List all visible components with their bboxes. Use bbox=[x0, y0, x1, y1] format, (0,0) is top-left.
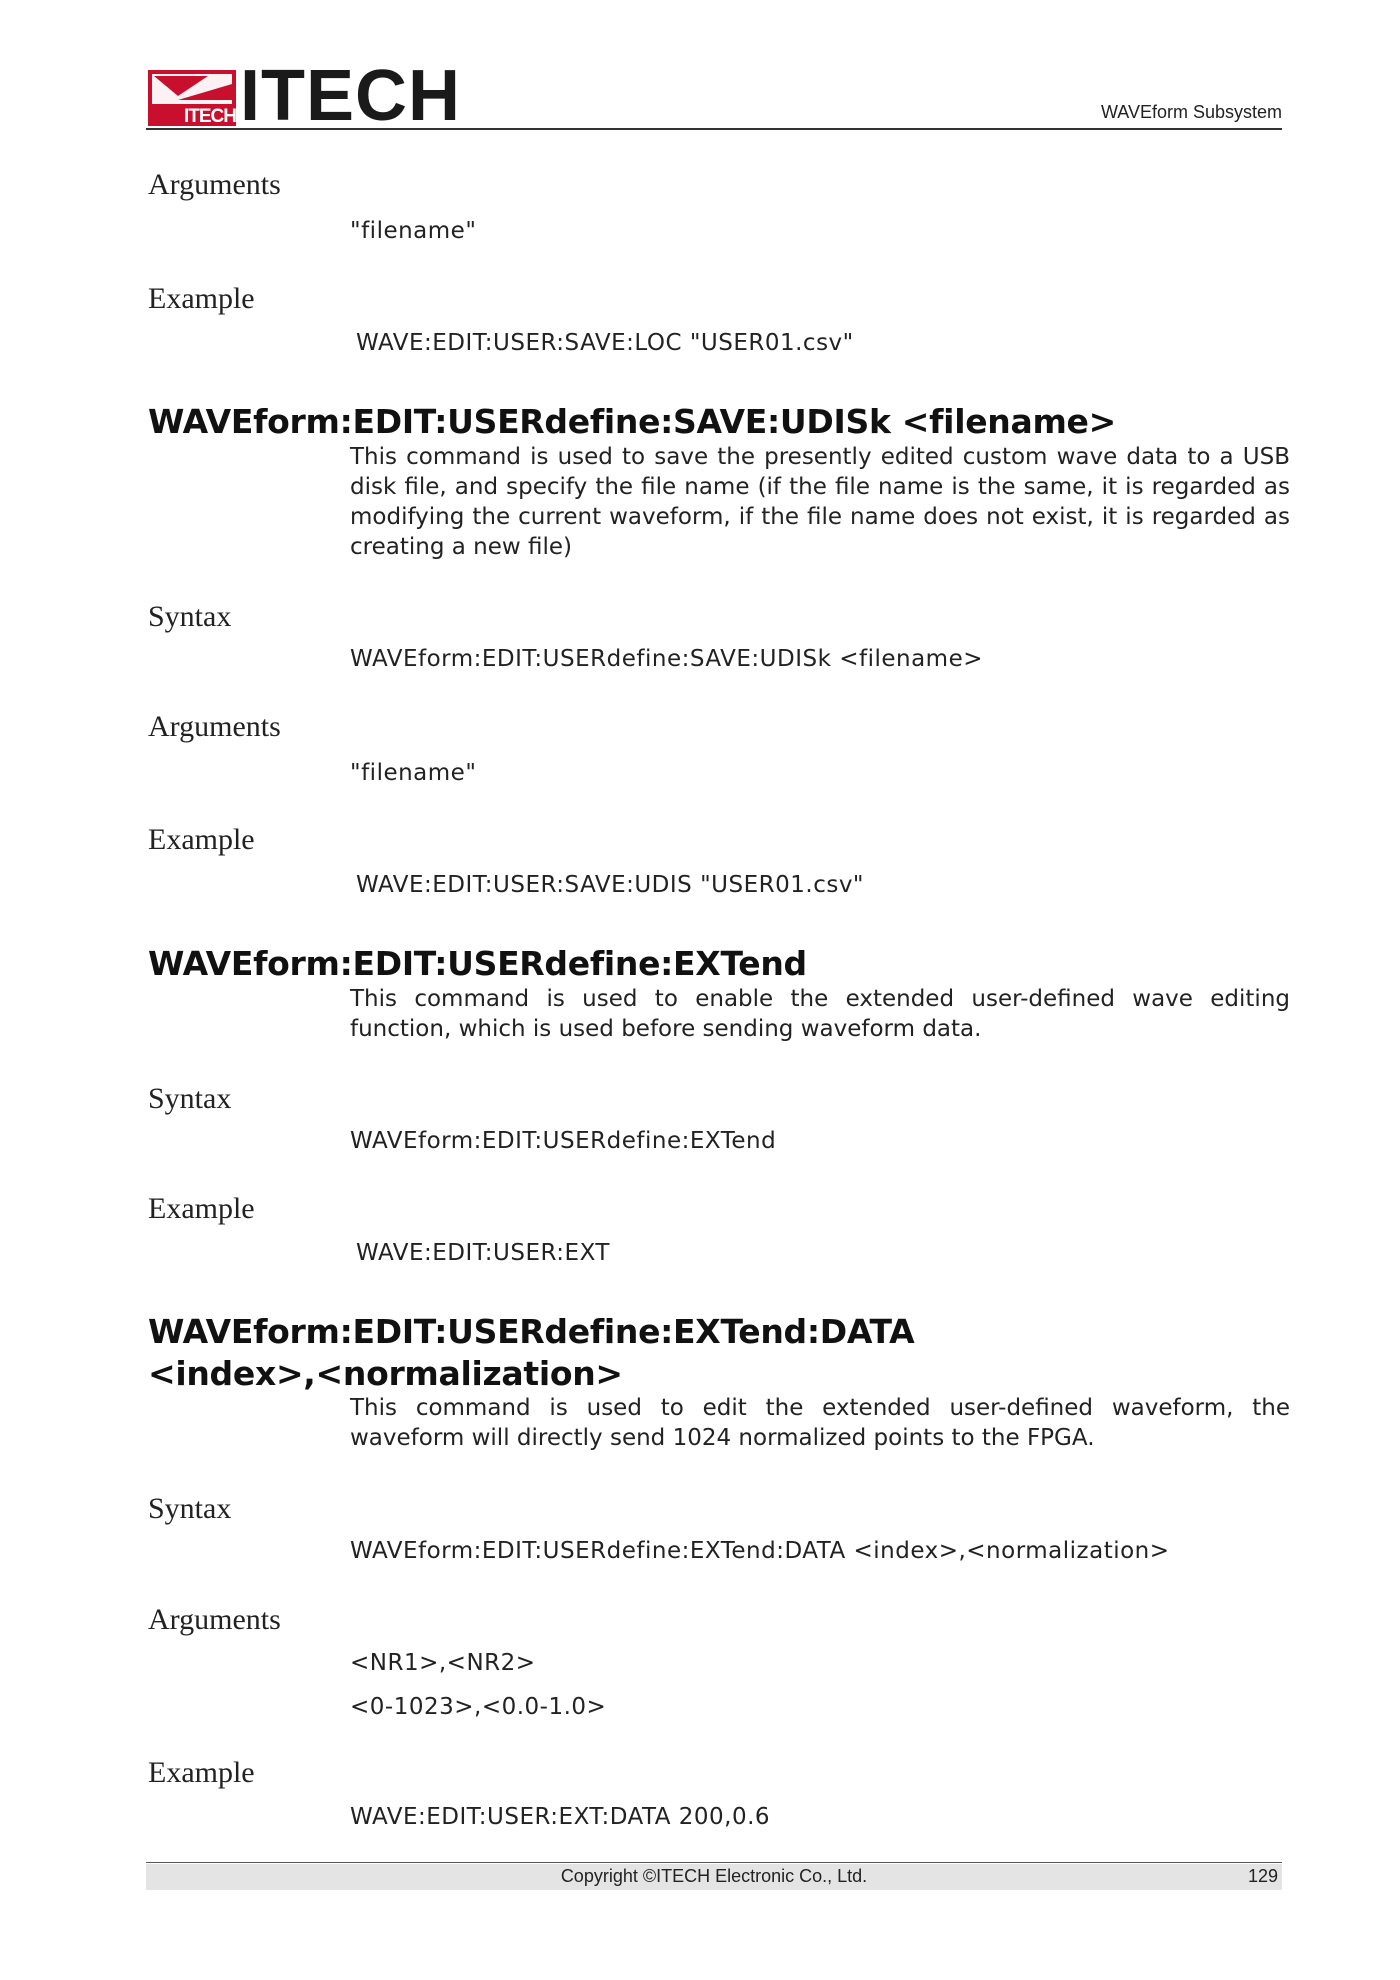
example-value: WAVE:EDIT:USER:SAVE:UDIS "USER01.csv" bbox=[356, 872, 865, 898]
syntax-value: WAVEform:EDIT:USERdefine:EXTend bbox=[350, 1128, 777, 1154]
arguments-value: "filename" bbox=[350, 218, 477, 244]
arguments-heading: Arguments bbox=[148, 1603, 281, 1636]
example-heading: Example bbox=[148, 1756, 255, 1789]
command-description: This command is used to edit the extended user-defined waveform, the waveform will directly send 1024 normalized points to the FPGA. bbox=[350, 1395, 1290, 1451]
syntax-heading: Syntax bbox=[148, 1082, 232, 1115]
footer-divider bbox=[146, 1862, 1282, 1863]
logo-wordmark: ITECH bbox=[240, 56, 461, 136]
arguments-heading: Arguments bbox=[148, 710, 281, 743]
arguments-range-value: <0-1023>,<0.0-1.0> bbox=[350, 1694, 607, 1720]
example-value: WAVE:EDIT:USER:EXT bbox=[356, 1240, 610, 1266]
syntax-heading: Syntax bbox=[148, 600, 232, 633]
command-title-extend-data-line2: <index>,<normalization> bbox=[148, 1354, 623, 1393]
header-divider bbox=[146, 128, 1282, 130]
footer bbox=[146, 1864, 1282, 1890]
example-value: WAVE:EDIT:USER:EXT:DATA 200,0.6 bbox=[350, 1804, 771, 1830]
command-title-extend: WAVEform:EDIT:USERdefine:EXTend bbox=[148, 944, 807, 983]
page-number: 129 bbox=[1247, 1866, 1278, 1886]
section-title: WAVEform Subsystem bbox=[1100, 102, 1282, 122]
command-title-save-udisk: WAVEform:EDIT:USERdefine:SAVE:UDISk <filename> bbox=[148, 402, 1116, 441]
example-heading: Example bbox=[148, 282, 255, 315]
itech-logo bbox=[148, 56, 468, 136]
syntax-value: WAVEform:EDIT:USERdefine:SAVE:UDISk <filename> bbox=[350, 646, 984, 672]
arguments-type-value: <NR1>,<NR2> bbox=[350, 1650, 536, 1676]
example-heading: Example bbox=[148, 823, 255, 856]
command-description: This command is used to save the presently edited custom wave data to a USB disk file, and specify the file name (if the file name is the same, it is regarded as modifying the current waveform, if the file name does not exist, it is regarded as creating a new file) bbox=[350, 444, 1290, 560]
example-value: WAVE:EDIT:USER:SAVE:LOC "USER01.csv" bbox=[356, 330, 854, 356]
command-description: This command is used to enable the extended user-defined wave editing function, which is used before sending waveform data. bbox=[350, 986, 1290, 1042]
arguments-heading: Arguments bbox=[148, 168, 281, 201]
syntax-value: WAVEform:EDIT:USERdefine:EXTend:DATA <index>,<normalization> bbox=[350, 1538, 1170, 1564]
logo-small-text: ITECH bbox=[184, 106, 236, 126]
footer-copyright: Copyright ©ITECH Electronic Co., Ltd. bbox=[560, 1866, 868, 1886]
logo-mark-icon bbox=[148, 70, 236, 126]
syntax-heading: Syntax bbox=[148, 1492, 232, 1525]
example-heading: Example bbox=[148, 1192, 255, 1225]
command-title-extend-data-line1: WAVEform:EDIT:USERdefine:EXTend:DATA bbox=[148, 1312, 915, 1351]
arguments-value: "filename" bbox=[350, 760, 477, 786]
